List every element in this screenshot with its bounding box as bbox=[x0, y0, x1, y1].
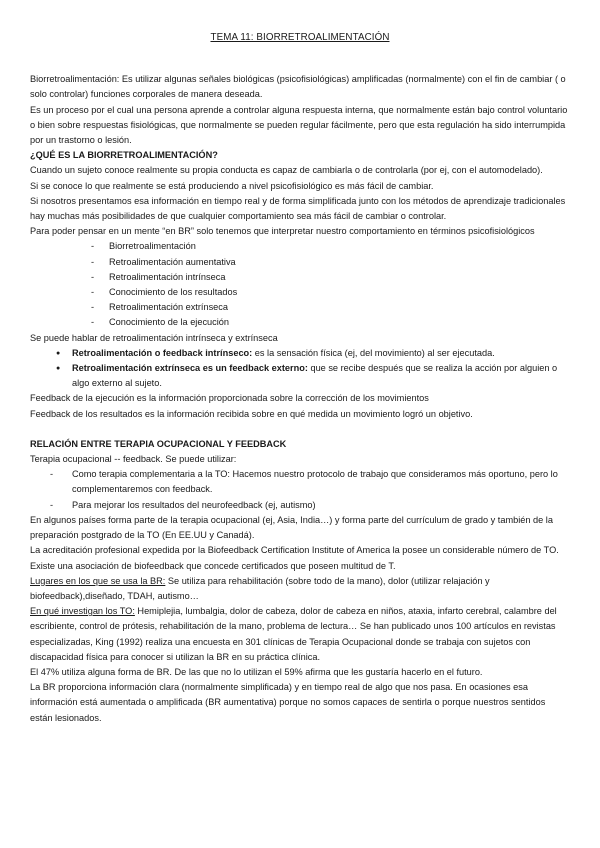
section-heading: RELACIÓN ENTRE TERAPIA OCUPACIONAL Y FEEDBACK bbox=[30, 438, 287, 449]
list-item: - Retroalimentación intrínseca bbox=[30, 270, 570, 285]
paragraph: Feedback de la ejecución es la información proporcionada sobre la corrección de los movimientos bbox=[30, 393, 429, 404]
paragraph: Si se conoce lo que realmente se está produciendo a nivel psicofisiológico es más fácil de cambiar. bbox=[30, 180, 434, 191]
list-item: - Retroalimentación extrínseca bbox=[30, 300, 570, 315]
paragraph: Cuando un sujeto conoce realmente su propia conducta es capaz de cambiarla o de controlarla (por ej, con el automodelado). bbox=[30, 165, 543, 176]
paragraph: Feedback de los resultados es la información recibida sobre en qué medida un movimiento logró un objetivo. bbox=[30, 408, 473, 419]
list-item: - Retroalimentación aumentativa bbox=[30, 255, 570, 270]
uses-text: Se utiliza para rehabilitación (sobre todo de la mano), dolor (utilizar relajación y biofeedback),diseñado, TDAH, autismo… bbox=[30, 575, 490, 601]
paragraph: El 47% utiliza alguna forma de BR. De las que no lo utilizan el 59% afirma que les gustaría hacerlo en el futuro. bbox=[30, 666, 483, 677]
section-heading: ¿QUÉ ES LA BIORRETROALIMENTACIÓN? bbox=[30, 150, 218, 161]
bullet-item bbox=[30, 346, 570, 361]
paragraph: Existe una asociación de biofeedback que concede certificados que poseen multitud de T. bbox=[30, 560, 396, 571]
paragraph: Terapia ocupacional -- feedback. Se puede utilizar: bbox=[30, 454, 237, 465]
research-text: Hemiplejia, lumbalgia, dolor de cabeza, dolor de cabeza en niños, ataxia, infarto cerebral, calambre del escribiente, control de prótesis, rehabilitación de la mano, problema de lectura… Se han publicado unos 100 artículos en revistas especializadas, King (1992) realiza una encuesta en 301 clínicas de Terapia Ocupacional donde se trabaja con sujetos con discapacidad física para conocer si utilizan la BR en su práctica clínica. bbox=[30, 606, 557, 662]
paragraph: Para poder pensar en un mente “en BR” solo tenemos que interpretar nuestro comportamiento en términos psicofisiológicos bbox=[30, 226, 535, 237]
paragraph bbox=[30, 604, 570, 665]
bullet-list bbox=[30, 346, 570, 392]
list-item: - Para mejorar los resultados del neurofeedback (ej, autismo) bbox=[30, 498, 570, 513]
intro-paragraph: Biorretroalimentación: Es utilizar algunas señales biológicas (psicofisiológicas) amplificadas (normalmente) con el fin de cambiar ( o solo controlar) funciones corporales de manera deseada. bbox=[30, 74, 566, 100]
bullet-text: es la sensación física (ej, del movimiento) al ser ejecutada. bbox=[252, 347, 495, 358]
bullet-item bbox=[30, 361, 570, 391]
paragraph bbox=[30, 574, 570, 604]
bullet-text: que se recibe después que se realiza la acción por alguien o algo externo al sujeto. bbox=[72, 363, 558, 389]
paragraph: En algunos países forma parte de la terapia ocupacional (ej, Asia, India…) y forma parte del currículum de grado y también de la preparación postgrado de la TO (En EE.UU y Canadá). bbox=[30, 514, 553, 541]
feedback-types-list bbox=[30, 239, 570, 330]
list-item: - Biorretroalimentación bbox=[30, 239, 570, 254]
bullet-term: Retroalimentación o feedback intrínseco: bbox=[72, 347, 253, 358]
document-page bbox=[30, 30, 570, 726]
intro-paragraph: Es un proceso por el cual una persona aprende a controlar alguna respuesta interna, que normalmente están bajo control voluntario o bien sobre respuestas fisiológicas, que normalmente se pueden regular fácilmente, pero que esta regulación ha sido interrumpida por un trastorno o lesión. bbox=[30, 104, 568, 146]
list-item: - Conocimiento de los resultados bbox=[30, 285, 570, 300]
research-label: En qué investigan los TO: bbox=[30, 606, 135, 617]
uses-list bbox=[30, 467, 570, 513]
paragraph: Se puede hablar de retroalimentación intrínseca y extrínseca bbox=[30, 332, 278, 343]
paragraph: La acreditación profesional expedida por la Biofeedback Certification Institute of America la posee un considerable número de TO. bbox=[30, 545, 559, 556]
uses-label: Lugares en los que se usa la BR: bbox=[30, 575, 166, 586]
list-item: - Conocimiento de la ejecución bbox=[30, 315, 570, 330]
list-item: - Como terapia complementaria a la TO: Hacemos nuestro protocolo de trabajo que consideramos más oportuno, pero lo complementaremos con feedback. bbox=[30, 467, 570, 497]
bullet-term: Retroalimentación extrínseca es un feedback externo: bbox=[72, 363, 308, 374]
paragraph: Si nosotros presentamos esa información en tiempo real y de forma simplificada junto con los métodos de aprendizaje tradicionales hay muchas más posibilidades de que cualquier comportamiento sea más fácil de cambiar o controlar. bbox=[30, 195, 566, 222]
paragraph: La BR proporciona información clara (normalmente simplificada) y en tiempo real de algo que nos pasa. En ocasiones esa información está aumentada o amplificada (BR aumentativa) porque no somos capaces de sentirla o porque nuestros sentidos están lesionados. bbox=[30, 682, 546, 723]
page-title: TEMA 11: BIORRETROALIMENTACIÓN bbox=[210, 32, 390, 43]
